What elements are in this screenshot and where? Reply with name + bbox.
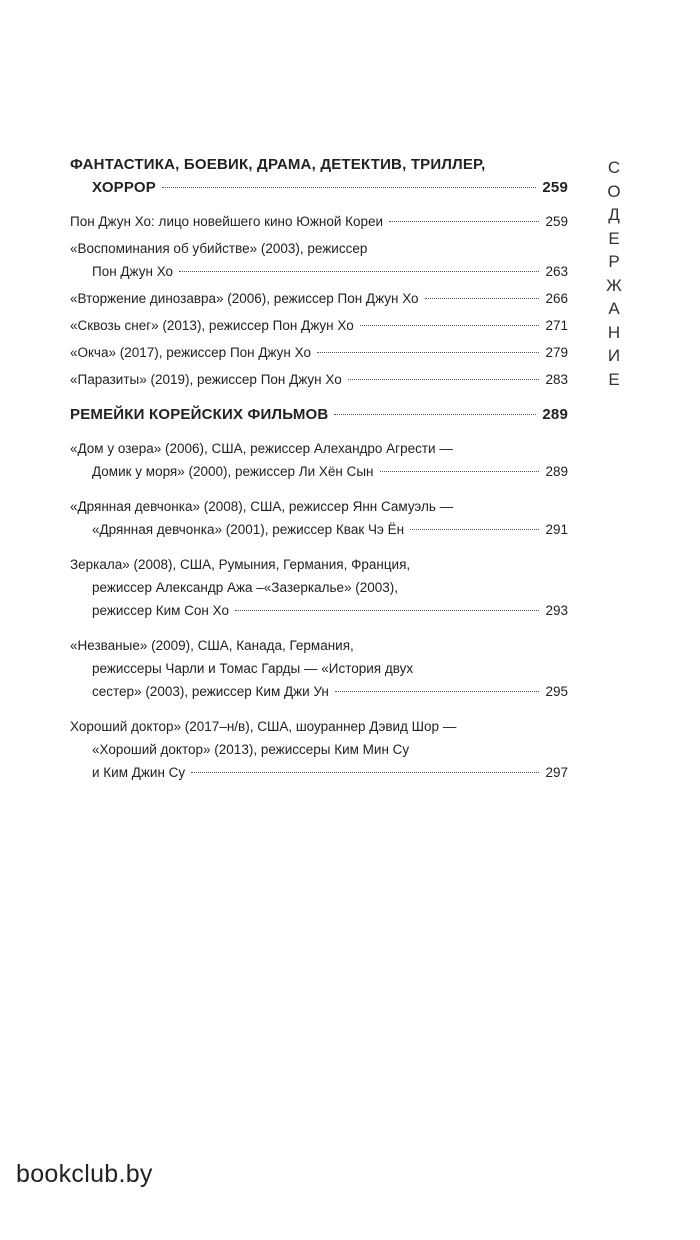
page-number: 289 — [545, 464, 568, 479]
toc-entry[interactable]: «Дрянная девчонка» (2008), США, режиссер Янн Самуэль — «Дрянная девчонка» (2001), режиссер Квак Чэ Ён 291 — [70, 495, 568, 541]
side-heading-letter: Е — [608, 228, 620, 248]
toc-entry[interactable]: «Вторжение динозавра» (2006), режиссер Пон Джун Хо 266 — [70, 287, 568, 310]
leader-dots — [334, 414, 536, 415]
toc-entry[interactable]: «Паразиты» (2019), режиссер Пон Джун Хо 283 — [70, 368, 568, 391]
page-number: 283 — [545, 372, 568, 387]
page-number: 297 — [545, 765, 568, 780]
leader-dots — [235, 610, 540, 611]
side-heading-letter: О — [607, 181, 621, 201]
side-heading-letter: С — [607, 158, 621, 177]
toc-entry[interactable]: «Сквозь снег» (2013), режиссер Пон Джун Хо 271 — [70, 314, 568, 337]
leader-dots — [360, 325, 540, 326]
leader-dots — [425, 298, 540, 299]
side-heading-vertical — [604, 156, 624, 391]
side-heading-letter: Н — [607, 322, 621, 342]
side-heading-letter: Ж — [606, 275, 622, 295]
leader-dots — [335, 691, 540, 692]
toc-section-2 — [70, 403, 568, 427]
page-number: 293 — [545, 603, 568, 618]
leader-dots — [389, 221, 539, 222]
page-number: 295 — [545, 684, 568, 699]
table-of-contents — [70, 154, 568, 796]
side-heading-letter: Д — [608, 205, 620, 224]
page-number: 259 — [542, 179, 568, 196]
toc-entry[interactable]: «Дом у озера» (2006), США, режиссер Алехандро Агрести — Домик у моря» (2000), режиссер Ли Хён Сын 289 — [70, 437, 568, 483]
page-number: 289 — [542, 406, 568, 423]
toc-entry[interactable]: Зеркала» (2008), США, Румыния, Германия, Франция, режиссер Александр Ажа –«Зазеркалье» (2003), режиссер Ким Сон Хо 293 — [70, 553, 568, 622]
leader-dots — [348, 379, 540, 380]
page-number: 291 — [545, 522, 568, 537]
toc-entry[interactable]: Пон Джун Хо: лицо новейшего кино Южной Кореи 259 — [70, 210, 568, 233]
page-number: 279 — [545, 345, 568, 360]
page-number: 271 — [545, 318, 568, 333]
page-number: 263 — [545, 264, 568, 279]
page-number: 266 — [545, 291, 568, 306]
page-number: 259 — [545, 214, 568, 229]
leader-dots — [410, 529, 539, 530]
side-heading-letter: И — [607, 346, 621, 365]
section-title-line2: ХОРРОР 259 — [70, 176, 568, 200]
toc-entry[interactable]: «Воспоминания об убийстве» (2003), режиссер Пон Джун Хо 263 — [70, 237, 568, 283]
toc-entry[interactable]: «Окча» (2017), режиссер Пон Джун Хо 279 — [70, 341, 568, 364]
leader-dots — [380, 471, 540, 472]
leader-dots — [162, 187, 536, 188]
watermark: bookclub.by — [16, 1160, 153, 1188]
toc-section-1 — [70, 154, 568, 200]
side-heading-letter: Е — [608, 369, 620, 389]
leader-dots — [317, 352, 539, 353]
toc-entry[interactable]: «Незваные» (2009), США, Канада, Германия, режиссеры Чарли и Томас Гарды — «История двух сестер» (2003), режиссер Ким Джи Ун 295 — [70, 634, 568, 703]
leader-dots — [179, 271, 539, 272]
section-title-line1: ФАНТАСТИКА, БОЕВИК, ДРАМА, ДЕТЕКТИВ, ТРИЛЛЕР, — [70, 156, 486, 173]
side-heading-letter: А — [608, 299, 620, 318]
leader-dots — [191, 772, 539, 773]
section-title: РЕМЕЙКИ КОРЕЙСКИХ ФИЛЬМОВ 289 — [70, 403, 568, 427]
side-heading-letter: Р — [608, 252, 620, 271]
toc-entry[interactable]: Хороший доктор» (2017–н/в), США, шоураннер Дэвид Шор — «Хороший доктор» (2013), режиссеры Ким Мин Су и Ким Джин Су 297 — [70, 715, 568, 784]
